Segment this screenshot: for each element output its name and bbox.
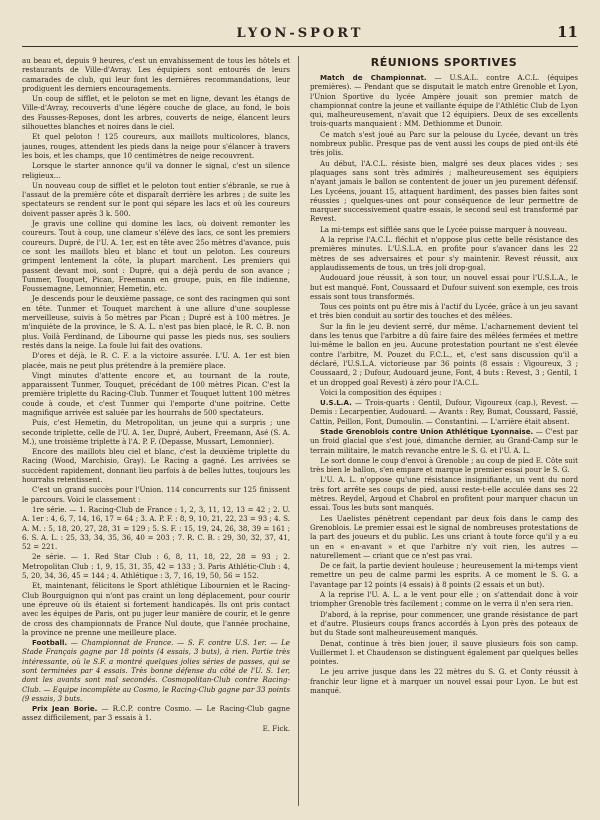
paragraph: A la reprise l'A.C.L. fléchit et n'oppose plus cette belle résistance des premières minutes. L'U.S.L.A. en profite pour s'avancer dans les 22 mètres de ses adversaires et pour s'y maintenir. Revest réussit, aux applaudissements de tous, un très joli drop-goal. xyxy=(310,235,578,272)
column-divider xyxy=(298,56,299,806)
paragraph: Voici la composition des équipes : xyxy=(320,387,442,397)
paragraph: Et quel peloton ! 125 coureurs, aux maillots multicolores, blancs, jaunes, rouges, attendent les pieds dans la neige pour s'élancer à travers les bois, et les champs, que 10 centimètres de neige recouvrent. xyxy=(22,132,290,160)
left-column xyxy=(22,56,290,814)
usla-heading: U.S.L.A. xyxy=(320,398,352,408)
paragraph: Sur la fin le jeu devient serré, dur même. L'acharnement devient tel dans les tenus que l'arbitre a dû faire faire des mêlées fermées et mettre lui-même le ballon en jeu. Aucune protestation pourtant ne s'est élevée contre l'arbitre, M. Pouzet du F.C.L., et, c'est sans discussion qu'il a déclaré, l'U.S.L.A. victorieuse par 36 points (8 essais : Vigoureux, 3 ; Coussaard, 2 ; Dufour, Audouard jeune, Font, 4 buts : Revest, 3 ; Gentil, 1 et un dropped goal Revest) à zéro pour l'A.C.L. xyxy=(310,321,578,387)
prix-heading: Prix Jean Borie. xyxy=(32,704,98,714)
paragraph: Et, maintenant, félicitons le Sport athlétique Libournien et le Racing-Club Bourguignon qui n'ont pas craint un long déplacement, pour courir une épreuve où ils étaient si fortement handicapés. Ils ont pris contact avec les équipes de Paris, ont pu juger leur manière de courir, et le genre de cross des championnats de France Nul doute, que l'année prochaine, la province ne prenne une meilleure place. xyxy=(22,581,290,637)
paragraph: De ce fait, la partie devient houleuse ; heureusement la mi-temps vient remettre un peu de calme parmi les esprits. A ce moment le S. G. a l'avantage par 12 points (4 essais) à 8 points (2 essais et un but). xyxy=(310,561,578,589)
stade-text: — C'est par un froid glacial que s'est joué, dimanche dernier, au Grand-Camp sur le terrain militaire, le match revanche entre le S. G. et l'U. A. L. xyxy=(310,426,578,455)
right-column xyxy=(310,56,578,814)
paragraph: Ce match s'est joué au Parc sur la pelouse du Lycée, devant un très nombreux public. Presque pas de vent aussi les coups de pied ont-ils été très jolis. xyxy=(310,129,578,158)
match-text: — U.S.A.L. contre A.C.L. (équipes premières). — Pendant que se disputait le match entre Grenoble et Lyon, l'Union Sportive du lycée Ampère jouait son premier match de championnat contre la jeune et vaillante équipe de l'Athlétic Club de Lyon qui, malheureusement, n'avait que 12 équipiers. Deux de ses excellents trois-quarts manquaient : MM. Dethiomme et Dunoir. xyxy=(310,73,578,129)
usla-text: — Trois-quarts : Gentil, Dufour, Vigoureux (cap.), Revest. — Demis : Lecarpentier, Audouard. — Avants : Rey, Bumat, Coussard, Fassié, Cattin, Peillon, Font, Dumoulin. — Constantini. — L'arrière était absent. xyxy=(310,398,578,426)
football-text: — Championnat de France. — S. F. contre U.S. 1er. — Le Stade Français gagne par 18 points (4 essais, 3 buts), à rien. Partie très intéressante, où le S.F. a montré quelques jolies séries de passes, qui se sont terminées par 4 essais. Très bonne défense du côté de l'U. S. 1er, dont les avants sont mal secondés. Cosmopolitan-Club contre Racing-Club. — Equipe incomplète au Cosmo, le Racing-Club gagne par 33 points (9 essais, 3 buts. xyxy=(22,638,290,703)
paragraph: Je gravis une colline qui domine les lacs, où doivent remonter les coureurs. Tout à coup, une clameur s'élève des lacs, ce sont les premiers coureurs. Dupré, de l'U. A. 1er, est en tête avec 25o mètres d'avance, puis ce sont les maillots bleu et blanc et tout un peloton. Les coureurs grimpent lentement la côte, la plupart marchent. Les premiers qui passent devant moi, sont : Dupré, qui a déjà perdu de son avance ; Tunmer, Touquet, Pican, Freemann en groupe, puis, en file indienne, Foussemagne, Lemonnier, Hemetin, etc. xyxy=(22,219,290,294)
paragraph: Audouard joue réussit, à son tour, un nouvel essai pour l'U.S.L.A., le but est manqué. Font, Coussaard et Dufour suivent son exemple, ces trois essais sont tous transformés. xyxy=(310,273,578,301)
results-paragraph: 1re série. — 1. Racing-Club de France : 1, 2, 3, 11, 12, 13 = 42 ; 2. U. A. 1er : 4, 6, 7, 14, 16, 17 = 64 ; 3. A. P. F. : 8, 9, 10, 21, 22, 23 = 93 ; 4. S. A. M. : 5, 18, 20, 27, 28, 31 = 129 ; 5. S. F. : 15, 19, 24, 26, 38, 39 = 161 ; 6. S. A. L. : 25, 33, 34, 35, 36, 40 = 203 ; 7. R. C. B. : 29, 30, 32, 37, 41, 52 = 221. xyxy=(22,504,290,552)
paragraph: Puis, c'est Hemetin, du Metropolitan, un jeune qui a surpris ; une seconde triplette, celle de l'U. A. 1er, Dupré, Aubert, Freemann, Asé (S. A. M.), une troisième triplette à l'A. P. F. (Depasse, Mussart, Lemonnier). xyxy=(22,418,290,446)
match-heading: Match de Championnat. xyxy=(320,73,427,82)
paragraph: Le sort donne le coup d'envoi à Grenoble ; au coup de pied E. Côte suit très bien le ballon, s'en empare et marque le premier essai pour le S. G. xyxy=(310,455,578,475)
paragraph: D'abord, à la reprise, pour commencer, une grande résistance de part et d'autre. Plusieurs coups francs accordés à Lyon près des poteaux de but du Stade sont malheureusement manqués. xyxy=(310,609,578,638)
magazine-title: LYON-SPORT xyxy=(236,26,364,41)
paragraph: La mi-temps est sifflée sans que le Lycée puisse marquer à nouveau. xyxy=(320,224,568,234)
paragraph: au beau et, depuis 9 heures, c'est un envahissement de tous les hôtels et restaurants de Ville-d'Avray. Les équipiers sont entourés de leurs camarades de club, qui leur font les dernières recommandations, leur prodiguent les derniers encouragements. xyxy=(22,56,290,93)
paragraph: Un nouveau coup de sifflet et le peloton tout entier s'ébranle, se rue à l'assaut de la première côte et disparaît derrière les arbres ; de suite les spectateurs se rendent sur le pont qui sépare les lacs et où les coureurs doivent passer après 3 k. 500. xyxy=(22,180,290,218)
paragraph: Encore des maillots bleu ciel et blanc, c'est la deuxième triplette du Racing (Wood, Marchisio, Gray). Le Racing a gagné. Les arrivées se succèdent rapidement, donnant lieu parfois à de belles luttes, toujours les hourrahs retentissent. xyxy=(22,447,290,485)
paragraph: Vingt minutes d'attente encore et, au tournant de la route, apparaissent Tunmer, Touquet, précédant de 100 mètres Pican. C'est la première triplette du Racing-Club. Tunmer et Touquet luttent 100 mètres coude à coude, et c'est Tunmer qui l'emporte d'une poitrine. Cette magnifique arrivée est saluée par les hourrahs de 500 spectateurs. xyxy=(22,370,290,417)
paragraph: Lorsque le starter annonce qu'il va donner le signal, c'est un silence religieux... xyxy=(22,161,290,180)
prix-paragraph xyxy=(22,704,290,723)
stade-heading: Stade Grenoblois contre Union Athlétique Lyonnaise. xyxy=(320,426,534,436)
football-heading: Football. xyxy=(32,638,68,648)
section-title: RÉUNIONS SPORTIVES xyxy=(370,56,518,69)
page-number: 11 xyxy=(557,23,578,41)
match-paragraph xyxy=(310,73,578,129)
paragraph: Je descends pour le deuxième passage, ce sont des racingmen qui sont en tête. Tunmer et Touquet marchent à une allure d'une souplesse merveilleuse, suivis à 5o mètres par Pican ; Dupré est à 100 mètres. Je m'inquiète de la province, le S. A. L. n'est pas bien placé, le R. C. B. non plus. Voilà Ferdinand, de Libourne qui passe les pieds nus, ses souliers restés dans la neige. La foule lui fait des ovations. xyxy=(22,294,290,350)
prix-text: — R.C.P. contre Cosmo. — Le Racing-Club gagne assez difficilement, par 3 essais à 1. xyxy=(22,704,290,723)
paragraph: A la reprise l'U. A. L. a le vent pour elle ; on s'attendait donc à voir triompher Grenoble très facilement ; comme on le verra il n'en sera rien. xyxy=(310,590,578,609)
paragraph: Les Uaelistes pénètrent cependant par deux fois dans le camp des Grenoblois. Le premier essai est le signal de nombreuses protestations de la part des joueurs et du public. Les uns criant à toute force qu'il y a eu un en « en-avant » et que l'arbitre n'y voit rien, les autres — naturellement — criant que ce n'est pas vrai. xyxy=(310,513,578,560)
football-paragraph xyxy=(22,638,290,703)
paragraph: D'ores et déjà, le R. C. F. a la victoire assurée. L'U. A. 1er est bien placée, mais ne peut plus prétendre à la première place. xyxy=(22,351,290,370)
usla-paragraph xyxy=(310,398,578,426)
stade-paragraph xyxy=(310,427,578,455)
paragraph: Le jeu arrive jusque dans les 22 mètres du S. G. et Conty réussit à franchir leur ligne et à marquer un nouvel essai pour Lyon. Le but est manqué. xyxy=(310,667,578,695)
paragraph: Au début, l'A.C.L. résiste bien, malgré ses deux places vides ; ses plaquages sans sont très admirés ; malheureusement ses équipiers n'ayant jamais le ballon se contentent de jouer un jeu purement défensif. Les Lycéens, jouant 15, attaquent hardiment, des passes bien faites sont réussies ; quelques-unes ont pour conséquence de leur permettre de marquer successivement quatre essais, le second seul est transformé par Revest. xyxy=(310,158,578,224)
paragraph: Un coup de sifflet, et le peloton se met en ligne, devant les étangs de Ville-d'Avray, recouverts d'une légère couche de glace, au fond, le bois des Fausses-Reposes, dont les arbres, couverts de neige, élancent leurs silhouettes blanches et noires dans le ciel. xyxy=(22,94,290,132)
page-header xyxy=(22,22,578,47)
author-signature: E. Fick. xyxy=(262,723,290,733)
paragraph: Denat, continue à très bien jouer, il sauve plusieurs fois son camp. Vuillermet I. et Chaudenson se distinguent également par quelques belles pointes. xyxy=(310,638,578,667)
paragraph: Tous ces points ont pu être mis à l'actif du Lycée, grâce à un jeu savant et très bien conduit au sortir des touches et des mêlées. xyxy=(310,302,578,321)
results-paragraph: 2e série. — 1. Red Star Club : 6, 8, 11, 18, 22, 28 = 93 ; 2. Metropolitan Club : 1, 9, 15, 31, 35, 42 = 133 ; 3. Paris Athlétic-Club : 4, 5, 20, 34, 36, 45 = 144 ; 4. Athlétique : 3, 7, 16, 19, 50, 56 = 152. xyxy=(22,552,290,581)
paragraph: L'U. A. L. n'oppose qu'une résistance insignifiante, un vent du nord très fort arrête ses coups de pied, aussi reste-t-elle acculée dans ses 22 mètres. Reydel, Argoud et Chabrol en profitent pour marquer chacun un essai. Tous les buts sont manqués. xyxy=(310,475,578,513)
paragraph: C'est un grand succès pour l'Union. 114 concurrents sur 125 finissent le parcours. Voici le classement : xyxy=(22,485,290,504)
